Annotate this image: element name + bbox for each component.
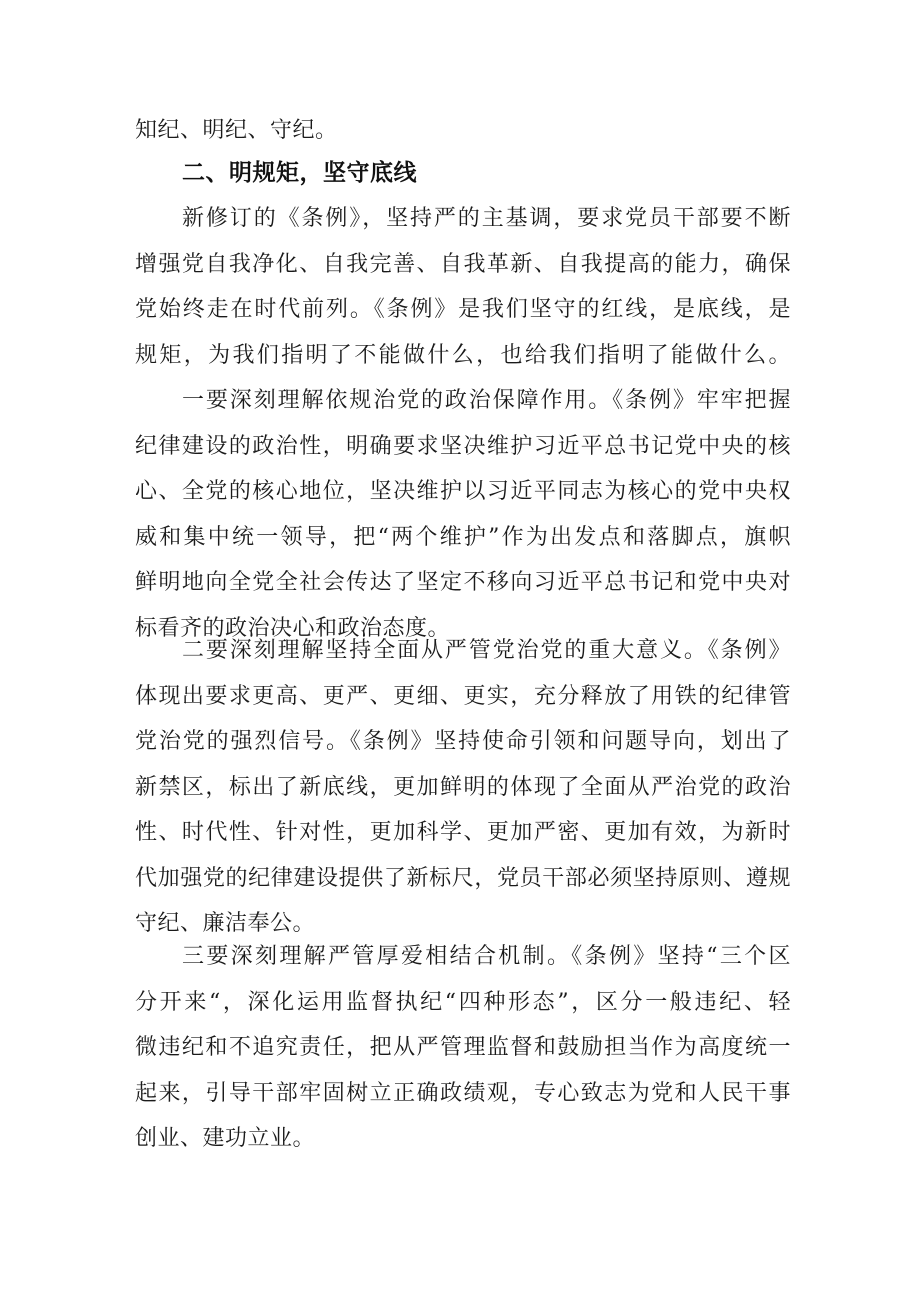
text-line: 新修订的《条例》，坚持严的主基调，要求党员干部要不断 <box>182 206 791 231</box>
section-heading: 二、明规矩，坚守底线 <box>182 160 417 186</box>
text-line: 心、全党的核心地位，坚决维护以习近平同志为核心的党中央权 <box>135 479 791 504</box>
paragraph-2 <box>135 378 791 651</box>
text-line: 守纪、廉洁奉公。 <box>135 911 316 936</box>
text-line: 分开来“，深化运用监督执纪“四种形态”，区分一般违纪、轻 <box>135 989 791 1015</box>
paragraph-4 <box>135 934 791 1162</box>
text-line: 新禁区，标出了新底线，更加鲜明的体现了全面从严治党的政治 <box>135 774 791 800</box>
paragraph-3 <box>135 628 791 947</box>
text-line: 增强党自我净化、自我完善、自我革新、自我提高的能力，确保 <box>135 251 791 277</box>
text-line: 一要深刻理解依规治党的政治保障作用。《条例》牢牢把握 <box>182 388 791 413</box>
text-line: 创业、建功立业。 <box>135 1126 316 1151</box>
text-line: 体现出要求更高、更严、更细、更实，充分释放了用铁的纪律管 <box>135 683 791 709</box>
paragraph-1 <box>135 196 791 378</box>
text-line: 党始终走在时代前列。《条例》是我们坚守的红线，是底线，是 <box>135 297 791 322</box>
text-line: 标看齐的政治决心和政治态度。 <box>135 615 451 641</box>
text-line: 二要深刻理解坚持全面从严管党治党的重大意义。《条例》 <box>182 638 791 663</box>
text-line: 纪律建设的政治性，明确要求坚决维护习近平总书记党中央的核 <box>135 433 791 459</box>
text-line: 知纪、明纪、守纪。 <box>135 118 338 143</box>
text-line: 起来，引导干部牢固树立正确政绩观，专心致志为党和人民干事 <box>135 1080 791 1106</box>
text-line: 规矩，为我们指明了不能做什么，也给我们指明了能做什么。 <box>135 342 791 368</box>
text-line: 性、时代性、针对性，更加科学、更加严密、更加有效，为新时 <box>135 820 791 845</box>
text-line: 党治党的强烈信号。《条例》坚持使命引领和问题导向，划出了 <box>135 729 791 754</box>
text-line: 鲜明地向全党全社会传达了坚定不移向习近平总书记和党中央对 <box>135 570 791 595</box>
text-line: 代加强党的纪律建设提供了新标尺，党员干部必须坚持原则、遵规 <box>135 865 791 891</box>
text-line: 三要深刻理解严管厚爱相结合机制。《条例》坚持“三个区 <box>182 944 791 969</box>
lead-paragraph <box>135 108 791 154</box>
text-line: 微违纪和不追究责任，把从严管理监督和鼓励担当作为高度统一 <box>135 1035 791 1060</box>
text-line: 威和集中统一领导，把“两个维护”作为出发点和落脚点，旗帜 <box>135 524 791 550</box>
